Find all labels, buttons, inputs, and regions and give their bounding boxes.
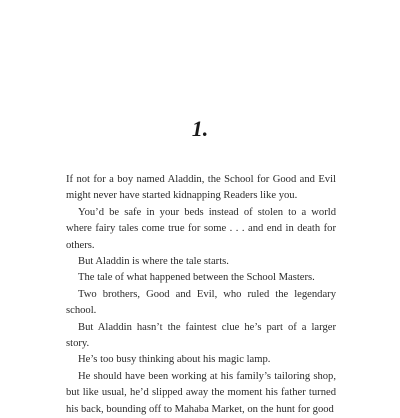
paragraph-8: He should have been working at his family’s tailoring shop, but like usual, he’d slipped away the moment his father turned his back, bounding off to Mahaba Market, on the hunt for good [66, 370, 336, 415]
chapter-body [66, 172, 336, 418]
paragraph-6: But Aladdin hasn’t the faintest clue he’s part of a larger story. [66, 321, 336, 350]
paragraph-7: He’s too busy thinking about his magic lamp. [78, 354, 271, 366]
paragraph-3: But Aladdin is where the tale starts. [78, 256, 229, 268]
paragraph-5: Two brothers, Good and Evil, who ruled the legendary school. [66, 288, 336, 317]
chapter-number: 1. [191, 116, 209, 141]
paragraph-2: You’d be safe in your beds instead of stolen to a world where fairy tales come true for some . . . and end in death for others. [66, 206, 336, 251]
paragraph-1: If not for a boy named Aladdin, the School for Good and Evil might never have started kidnapping Readers like you. [66, 174, 336, 202]
paragraph-4: The tale of what happened between the School Masters. [78, 272, 315, 284]
